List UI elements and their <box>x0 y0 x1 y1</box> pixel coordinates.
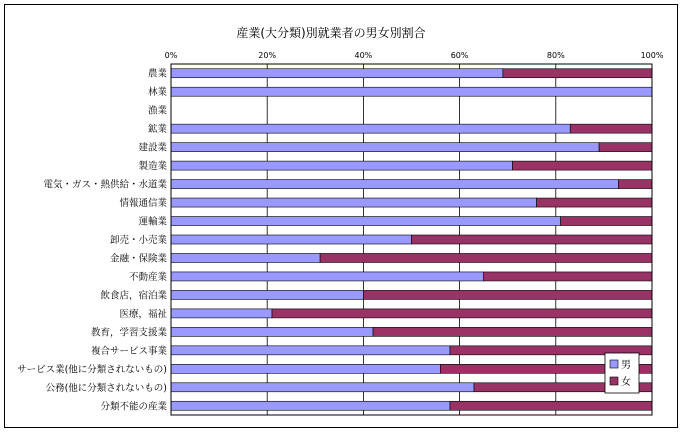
bar-male <box>171 401 450 410</box>
category-label: 公務(他に分類されないもの) <box>45 382 167 394</box>
bar-male <box>171 253 320 262</box>
bar-male <box>171 235 412 244</box>
chart-title: 産業(大分類)別就業者の男女別割合 <box>236 26 426 40</box>
bars <box>171 69 652 411</box>
x-tick-label: 40% <box>354 51 373 60</box>
bar-female <box>570 124 652 133</box>
category-label: 教育，学習支援業 <box>90 327 167 339</box>
bar-female <box>537 198 652 207</box>
bar-male <box>171 161 513 170</box>
chart-frame <box>4 4 678 428</box>
bar-female <box>412 235 653 244</box>
bar-male <box>171 272 484 281</box>
bar-female <box>503 69 652 78</box>
category-label: 林業 <box>147 87 167 99</box>
legend-swatch <box>610 377 618 385</box>
bar-female <box>320 253 652 262</box>
category-label: 複合サービス事業 <box>90 345 167 357</box>
legend <box>605 353 639 393</box>
bar-female <box>363 290 652 299</box>
x-tick-label: 60% <box>450 51 469 60</box>
bar-male <box>171 346 450 355</box>
x-tick-labels <box>165 51 664 60</box>
category-label: 卸売・小売業 <box>109 235 167 246</box>
category-label: 運輸業 <box>138 216 167 228</box>
x-tick-label: 100% <box>640 51 664 60</box>
bar-male <box>171 364 440 373</box>
category-label: 建設業 <box>138 142 167 154</box>
category-label: 金融・保険業 <box>109 253 167 265</box>
bar-male <box>171 87 652 96</box>
bar-male <box>171 124 570 133</box>
bar-female <box>599 143 652 152</box>
category-label: 鉱業 <box>147 124 167 136</box>
bar-male <box>171 198 537 207</box>
category-label: 農業 <box>147 68 167 80</box>
chart <box>5 5 679 429</box>
category-labels <box>17 68 167 413</box>
bar-male <box>171 180 618 189</box>
bar-male <box>171 290 363 299</box>
category-label: 不動産業 <box>128 271 167 283</box>
bar-male <box>171 383 474 392</box>
legend-swatch <box>610 360 618 368</box>
bar-female <box>618 180 652 189</box>
legend-label: 女 <box>621 377 631 388</box>
category-label: 製造業 <box>138 161 167 173</box>
category-label: 分類不能の産業 <box>100 401 167 413</box>
category-label: 電気・ガス・熱供給・水道業 <box>43 179 167 191</box>
category-label: 飲食店，宿泊業 <box>100 290 167 302</box>
bar-male <box>171 143 599 152</box>
bar-male <box>171 217 561 226</box>
bar-female <box>513 161 652 170</box>
x-tick-label: 80% <box>546 51 565 60</box>
x-tick-label: 20% <box>258 51 277 60</box>
category-label: 医療，福祉 <box>119 308 167 320</box>
bar-male <box>171 309 272 318</box>
bar-female <box>484 272 652 281</box>
bar-male <box>171 69 503 78</box>
bar-female <box>373 327 652 336</box>
category-label: 漁業 <box>147 105 167 117</box>
bar-female <box>450 401 652 410</box>
bar-female <box>272 309 652 318</box>
bar-male <box>171 327 373 336</box>
x-tick-label: 0% <box>164 51 178 60</box>
bar-female <box>561 217 652 226</box>
legend-label: 男 <box>621 360 631 371</box>
category-label: 情報通信業 <box>119 198 167 210</box>
category-label: サービス業(他に分類されないもの) <box>17 364 167 376</box>
